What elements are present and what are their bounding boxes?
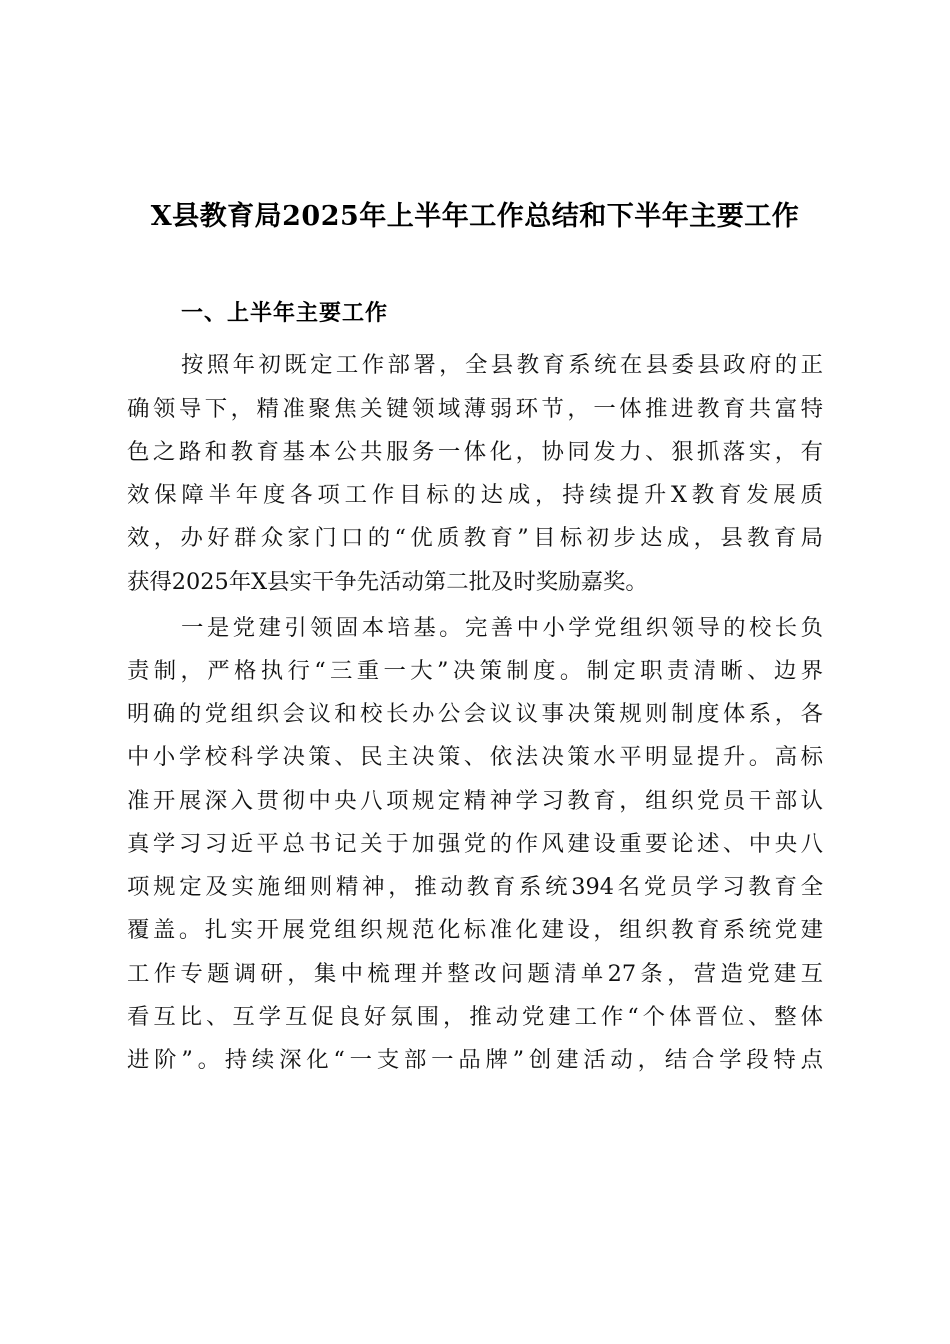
paragraph-line: 明确的党组织会议和校长办公会议议事决策规则制度体系，各: [127, 701, 823, 727]
paragraph-line: 准开展深入贯彻中央八项规定精神学习教育，组织党员干部认: [127, 788, 823, 814]
paragraph-line: 获得2025年X县实干争先活动第二批及时奖励嘉奖。: [127, 569, 648, 595]
paragraph-line: 真学习习近平总书记关于加强党的作风建设重要论述、中央八: [127, 831, 823, 857]
document-title: X县教育局2025年上半年工作总结和下半年主要工作: [150, 201, 800, 232]
paragraph-line: 项规定及实施细则精神，推动教育系统394名党员学习教育全: [127, 874, 823, 900]
paragraph-line: 工作专题调研，集中梳理并整改问题清单27条，营造党建互: [127, 961, 823, 987]
paragraph-line: 进阶”。持续深化“一支部一品牌”创建活动，结合学段特点: [127, 1047, 823, 1073]
paragraph-line: 色之路和教育基本公共服务一体化，协同发力、狠抓落实，有: [127, 439, 823, 465]
paragraph-line: 效保障半年度各项工作目标的达成，持续提升X教育发展质: [127, 482, 823, 508]
paragraph-line: 责制，严格执行“三重一大”决策制度。制定职责清晰、边界: [127, 658, 823, 684]
paragraph-line: 覆盖。扎实开展党组织规范化标准化建设，组织教育系统党建: [127, 917, 823, 943]
paragraph-line: 中小学校科学决策、民主决策、依法决策水平明显提升。高标: [127, 744, 823, 770]
paragraph-line: 看互比、互学互促良好氛围，推动党建工作“个体晋位、整体: [127, 1004, 823, 1030]
section-heading: 一、上半年主要工作: [181, 301, 389, 326]
paragraph-line: 按照年初既定工作部署，全县教育系统在县委县政府的正: [181, 352, 823, 378]
paragraph-line: 效，办好群众家门口的“优质教育”目标初步达成，县教育局: [127, 525, 823, 551]
paragraph-line: 一是党建引领固本培基。完善中小学党组织领导的校长负: [181, 615, 823, 641]
paragraph-line: 确领导下，精准聚焦关键领域薄弱环节，一体推进教育共富特: [127, 396, 823, 422]
